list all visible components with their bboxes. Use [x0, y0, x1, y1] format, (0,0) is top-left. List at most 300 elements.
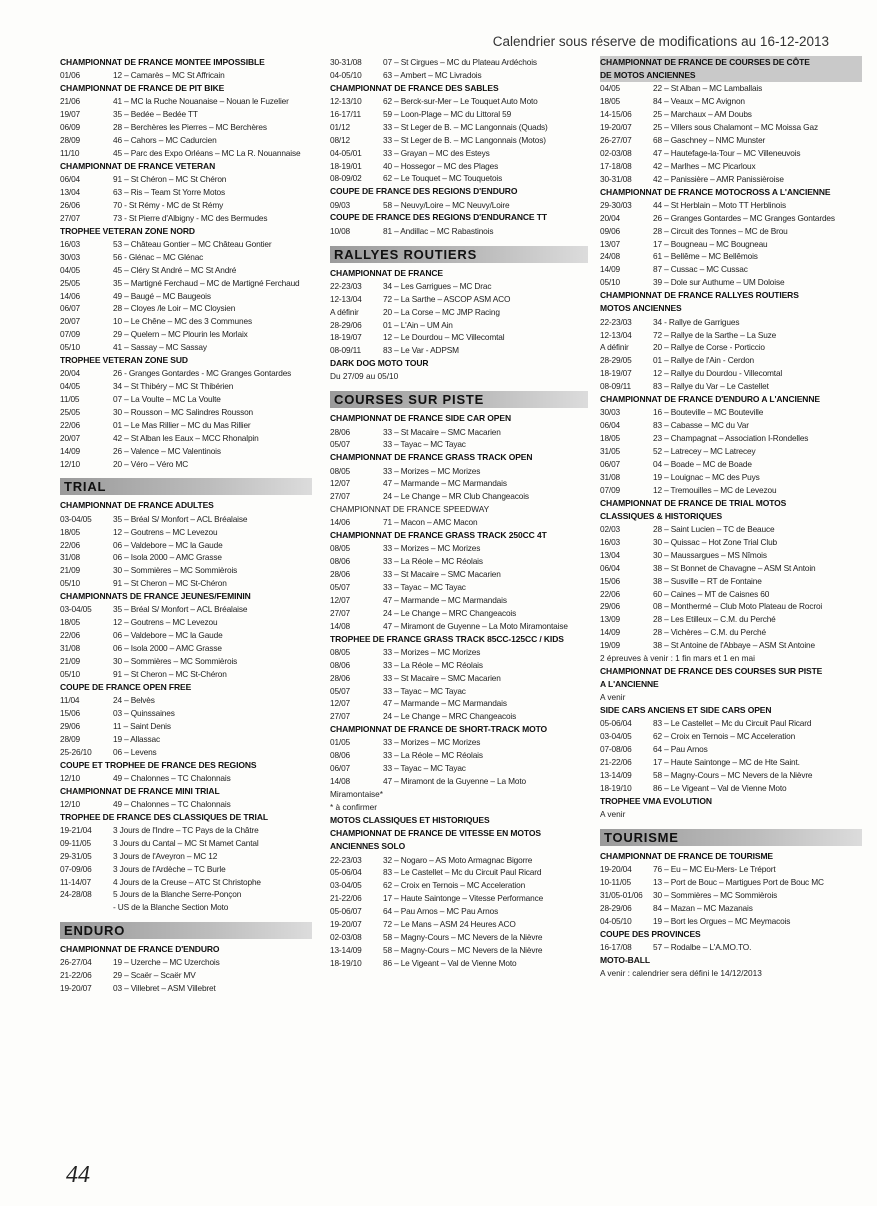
championship-heading: A L'ANCIENNE	[600, 679, 659, 690]
event-details: 62 – Croix en Ternois – MC Acceleration	[653, 731, 796, 742]
event-details: 42 – Panissière – AMR Panissièroise	[653, 173, 784, 184]
event-date: 18/05	[60, 617, 81, 628]
championship-heading: COUPE DE FRANCE DES REGIONS D'ENDURO	[330, 186, 518, 197]
event-date: 05-06/07	[330, 906, 362, 917]
event-row	[600, 889, 862, 902]
event-row	[60, 720, 312, 733]
event-row	[60, 69, 312, 82]
event-row	[330, 568, 588, 581]
event-details: 28 – Circuit des Tonnes – MC de Brou	[653, 225, 788, 236]
event-date: 08/06	[330, 659, 351, 670]
championship-heading: DE MOTOS ANCIENNES	[600, 69, 862, 82]
event-details: 73 - St Pierre d'Albigny - MC des Bermudes	[113, 212, 268, 223]
event-row	[60, 969, 312, 982]
event-details: 30 – Maussargues – MS Nîmois	[653, 549, 767, 560]
event-details: 5 Jours de la Blanche Serre-Ponçon	[113, 889, 242, 900]
event-date: 14/09	[60, 445, 81, 456]
event-date: 03-04/05	[60, 604, 92, 615]
championship-heading: CHAMPIONNAT DE FRANCE DE TRIAL MOTOS	[600, 497, 787, 508]
championship-heading: MOTOS ANCIENNES	[600, 303, 682, 314]
event-details: 35 – Bréal S/ Monfort – ACL Bréalaise	[113, 513, 248, 524]
event-row	[60, 982, 312, 995]
championship-heading: CHAMPIONNAT DE FRANCE MONTEE IMPOSSIBLE	[60, 57, 265, 67]
event-details: 33 – St Leger de B. – MC Langonnais (Quads)	[383, 121, 548, 132]
event-details: 33 – La Réole – MC Réolais	[383, 750, 483, 761]
event-details: 57 – Rodalbe – L'A.MO.TO.	[653, 941, 752, 952]
event-date: 08/12	[330, 134, 351, 145]
event-details: 49 – Chalonnes – TC Chalonnais	[113, 798, 231, 809]
event-date: 06/09	[60, 122, 81, 133]
event-date: 10-11/05	[600, 877, 631, 888]
event-row	[60, 199, 312, 212]
event-details: 76 – Eu – MC Eu-Mers- Le Tréport	[653, 864, 776, 875]
event-date: 15/06	[600, 575, 621, 586]
event-date: 24/08	[600, 251, 621, 262]
event-details: 83 – Le Castellet – Mc du Circuit Paul Ricard	[383, 867, 542, 878]
championship-heading: COUPE DE FRANCE DES REGIONS D'ENDURANCE TT	[330, 212, 547, 223]
event-date: 22-23/03	[330, 854, 362, 865]
event-date: 02-03/08	[600, 147, 632, 158]
championship-heading: COUPE ET TROPHEE DE FRANCE DES REGIONS	[60, 759, 257, 770]
event-row	[60, 186, 312, 199]
event-details: 35 – Martigné Ferchaud – MC de Martigné Ferchaud	[113, 277, 300, 288]
event-date: 22/06	[60, 419, 81, 430]
event-date: 30-31/08	[600, 173, 632, 184]
event-row	[600, 613, 862, 626]
event-details: 44 – St Herblain – Moto TT Herblinois	[653, 199, 786, 210]
event-date: 14/06	[330, 517, 351, 528]
event-details: 91 – St Chéron – MC St Chéron	[113, 174, 227, 185]
event-details: 08 – Monthermé – Club Moto Plateau de Rocroi	[653, 601, 823, 612]
event-details: 24 – Belvès	[113, 694, 155, 705]
event-row	[600, 329, 862, 342]
event-date: 31/08	[60, 643, 81, 654]
event-date: 28/09	[60, 135, 81, 146]
championship-heading: CHAMPIONNAT DE FRANCE DE SHORT-TRACK MOTO	[330, 724, 548, 735]
event-details: 39 – Dole sur Authume – UM Doloise	[653, 277, 785, 288]
note-text: A venir : calendrier sera défini le 14/12/2013	[600, 968, 762, 979]
event-details: 12 – Camarès – MC St Affricain	[113, 70, 225, 81]
event-row	[600, 212, 862, 225]
event-date: 13-14/09	[330, 944, 362, 955]
event-row	[60, 655, 312, 668]
event-details: 38 – Susville – RT de Fontaine	[653, 575, 762, 586]
event-date: 21/09	[60, 565, 81, 576]
event-row	[600, 276, 862, 289]
championship-heading: COUPE DE FRANCE OPEN FREE	[60, 681, 192, 692]
event-row	[330, 581, 588, 594]
event-row	[60, 445, 312, 458]
event-date: 08/05	[330, 543, 351, 554]
section-title: TRIAL	[60, 478, 312, 495]
event-date: 19-20/07	[330, 919, 362, 930]
event-row	[600, 626, 862, 639]
event-details: 59 – Loon-Plage – MC du Littoral 59	[383, 108, 512, 119]
event-details: 30 – Sommières – MC Sommièrois	[653, 890, 778, 901]
event-date: 14/06	[60, 290, 81, 301]
event-date: 08-09/11	[600, 381, 631, 392]
event-details: 86 – Le Vigeant – Val de Vienne Moto	[383, 957, 517, 968]
event-details: 47 – Marmande – MC Marmandais	[383, 594, 507, 605]
event-date: 30/03	[60, 251, 81, 262]
event-row	[330, 892, 588, 905]
event-details: 72 – Rallye de la Sarthe – La Suze	[653, 329, 777, 340]
event-details: 47 – Hautefage-la-Tour – MC Villeneuvois	[653, 147, 801, 158]
event-row	[60, 277, 312, 290]
event-row	[600, 445, 862, 458]
event-details: 33 – Tayac – MC Tayac	[383, 582, 466, 592]
event-date: 05/07	[330, 685, 351, 696]
event-date: 12/10	[60, 772, 81, 783]
event-details: 3 Jours de l'Aveyron – MC 12	[113, 850, 218, 861]
section-title: COURSES SUR PISTE	[330, 391, 588, 408]
event-row	[60, 733, 312, 746]
event-date: 20/07	[60, 432, 81, 443]
event-row	[60, 526, 312, 539]
championship-heading: COUPE DES PROVINCES	[600, 928, 701, 939]
event-details: 23 – Champagnat – Association I-Rondelles	[653, 433, 809, 444]
event-row	[600, 419, 862, 432]
event-row	[60, 837, 312, 850]
event-row	[600, 95, 862, 108]
event-date: 26/06	[60, 199, 81, 210]
event-date: 04-05/10	[600, 915, 632, 926]
event-row	[330, 69, 588, 82]
event-date: 02-03/08	[330, 931, 362, 942]
event-row	[60, 251, 312, 264]
event-date: 14/08	[330, 776, 351, 787]
event-details: 64 – Pau Arnos – MC Pau Arnos	[383, 906, 499, 917]
event-row	[60, 551, 312, 564]
event-date: 07/09	[60, 329, 81, 340]
event-date: 14/08	[330, 620, 351, 631]
event-row	[600, 782, 862, 795]
event-details: 84 – Veaux – MC Avignon	[653, 96, 745, 107]
event-details: 58 – Neuvy/Loire – MC Neuvy/Loire	[383, 199, 510, 210]
event-date: 16-17/11	[330, 108, 361, 119]
note-text: Miramontaise*	[330, 789, 384, 800]
event-date: 31/08	[600, 471, 621, 482]
event-row	[330, 854, 588, 867]
event-date: 11/04	[60, 694, 80, 705]
event-date: 12/07	[330, 478, 351, 489]
event-row	[330, 95, 588, 108]
event-details: 13 – Port de Bouc – Martigues Port de Bouc MC	[653, 877, 824, 888]
championship-heading: CHAMPIONNAT DE FRANCE RALLYES ROUTIERS	[600, 290, 799, 301]
event-details: 11 – Saint Denis	[113, 720, 171, 731]
event-row	[600, 238, 862, 251]
event-row	[330, 344, 588, 357]
event-details: 33 – St Leger de B. – MC Langonnais (Motos)	[383, 134, 546, 145]
event-row	[600, 730, 862, 743]
event-row	[60, 772, 312, 785]
event-details: 70 - St Rémy - MC de St Rémy	[113, 199, 224, 210]
event-details: 33 – La Réole – MC Réolais	[383, 556, 483, 567]
event-date: 18-19/07	[330, 332, 362, 343]
event-details: 62 – Le Touquet – MC Touquetois	[383, 173, 503, 184]
event-date: 05/10	[60, 578, 81, 589]
event-row	[330, 134, 588, 147]
event-details: 28 – Vichères – C.M. du Perché	[653, 627, 766, 638]
event-row	[330, 931, 588, 944]
event-date: 10/08	[330, 225, 351, 236]
event-row	[330, 56, 588, 69]
championship-heading: CHAMPIONNAT DE FRANCE MINI TRIAL	[60, 785, 220, 796]
event-row	[600, 575, 862, 588]
event-date: A définir	[330, 306, 359, 317]
event-details: 06 – Valdebore – MC la Gaude	[113, 539, 223, 550]
event-date: 18/05	[600, 96, 621, 107]
event-details: 83 – Rallye du Var – Le Castellet	[653, 381, 769, 392]
event-details: 30 – Rousson – MC Salindres Rousson	[113, 406, 254, 417]
event-details: 3 Jours de l'Indre – TC Pays de la Châtre	[113, 824, 259, 835]
event-details: 28 – Berchères les Pierres – MC Berchères	[113, 122, 267, 133]
event-date: 17-18/08	[600, 160, 632, 171]
event-row	[330, 199, 588, 212]
event-details: 47 – Miramont de la Guyenne – La Moto	[383, 776, 526, 787]
event-details: 63 – Ambert – MC Livradois	[383, 69, 482, 80]
event-details: 12 – Rallye du Dourdou - Villecomtal	[653, 368, 783, 379]
event-row	[60, 264, 312, 277]
event-row	[60, 956, 312, 969]
event-date: 26-27/04	[60, 957, 92, 968]
event-row	[330, 607, 588, 620]
championship-heading: ANCIENNES SOLO	[330, 841, 406, 852]
event-row	[60, 798, 312, 811]
event-details: 49 – Chalonnes – TC Chalonnais	[113, 772, 231, 783]
event-date: 12/07	[330, 698, 351, 709]
note-text: CHAMPIONNAT DE FRANCE SPEEDWAY	[330, 504, 490, 515]
event-date: 05/07	[330, 582, 351, 592]
event-date: 16-17/08	[600, 941, 632, 952]
event-details: 19 – Uzerche – MC Uzerchois	[113, 957, 220, 968]
championship-heading: CHAMPIONNAT DE FRANCE DE TOURISME	[600, 851, 774, 862]
event-details: 28 – Saint Lucien – TC de Beauce	[653, 524, 775, 534]
event-date: 29-31/05	[60, 850, 92, 861]
event-row	[330, 620, 588, 633]
event-date: 01/12	[330, 121, 351, 132]
event-row	[330, 736, 588, 749]
event-row	[600, 562, 862, 575]
event-row	[60, 668, 312, 681]
event-date: 22-23/03	[330, 280, 362, 291]
event-row	[60, 901, 312, 914]
event-details: 28 – Cloyes /le Loir – MC Cloysien	[113, 303, 236, 314]
event-date: 18-19/10	[330, 957, 362, 968]
event-details: 34 – Les Garrigues – MC Drac	[383, 280, 492, 291]
event-date: 26-27/07	[600, 135, 632, 146]
event-row	[60, 406, 312, 419]
note-text: Du 27/09 au 05/10	[330, 371, 399, 382]
event-details: 47 – Miramont de Guyenne – La Moto Miramontaise	[383, 620, 568, 631]
note-text: A venir	[600, 692, 626, 703]
event-details: 33 – La Réole – MC Réolais	[383, 659, 483, 670]
event-date: 18/05	[600, 433, 621, 444]
event-date: 28/06	[330, 672, 351, 683]
event-date: 09/06	[600, 225, 621, 236]
championship-heading: TROPHEE VMA EVOLUTION	[600, 795, 712, 806]
event-row	[330, 331, 588, 344]
event-details: 33 – Morizes – MC Morizes	[383, 646, 481, 657]
event-row	[330, 319, 588, 332]
event-date: 04/05	[60, 381, 81, 392]
event-date: 12/10	[60, 458, 81, 469]
event-row	[330, 426, 588, 439]
event-details: 17 – Haute Saintonge – MC de Hte Saint.	[653, 757, 800, 768]
event-details: 12 – Goutrens – MC Levezou	[113, 617, 218, 628]
event-details: 24 – Le Change – MRC Changeacois	[383, 711, 517, 722]
event-row	[330, 542, 588, 555]
event-date: 14-15/06	[600, 109, 632, 120]
event-row	[330, 555, 588, 568]
event-row	[600, 225, 862, 238]
event-details: 83 – Cabasse – MC du Var	[653, 420, 749, 431]
event-details: 35 – Bedée – Bedée TT	[113, 109, 198, 120]
event-details: 46 – Cahors – MC Cadurcien	[113, 135, 217, 146]
event-date: 13/04	[60, 186, 81, 197]
event-row	[600, 523, 862, 536]
event-row	[60, 393, 312, 406]
event-row	[600, 536, 862, 549]
event-details: 81 – Andillac – MC Rabastinois	[383, 225, 494, 236]
event-date: 31/08	[60, 552, 81, 563]
event-details: 29 – Scaër – Scaër MV	[113, 970, 196, 981]
event-details: 33 – St Macaire – SMC Macarien	[383, 569, 501, 580]
championship-heading: TROPHEE DE FRANCE DES CLASSIQUES DE TRIAL	[60, 811, 268, 822]
event-row	[330, 749, 588, 762]
event-details: 33 – Grayan – MC des Esteys	[383, 147, 490, 158]
event-date: 01/05	[330, 737, 351, 748]
event-details: 62 – Croix en Ternois – MC Acceleration	[383, 880, 526, 891]
event-row	[60, 380, 312, 393]
event-details: 47 – Marmande – MC Marmandais	[383, 478, 507, 489]
event-details: 91 – St Cheron – MC St-Chéron	[113, 578, 227, 589]
event-row	[600, 769, 862, 782]
event-date: 19/07	[60, 109, 81, 120]
section-title: ENDURO	[60, 922, 312, 939]
event-date: 20/04	[60, 368, 81, 379]
event-row	[330, 160, 588, 173]
event-row	[600, 173, 862, 186]
event-row	[330, 438, 588, 451]
event-details: 17 – Haute Saintonge – Vitesse Performance	[383, 893, 544, 904]
event-row	[330, 944, 588, 957]
event-date: 14/09	[600, 264, 621, 275]
championship-heading: CLASSIQUES & HISTORIQUES	[600, 510, 723, 521]
event-row	[60, 603, 312, 616]
event-date: 07-08/06	[600, 744, 632, 755]
event-row	[600, 250, 862, 263]
event-date: 28-29/06	[330, 319, 362, 330]
event-date: 28/09	[60, 733, 81, 744]
event-row	[600, 876, 862, 889]
event-details: 34 - Rallye de Garrigues	[653, 316, 740, 327]
event-date: 21-22/06	[60, 970, 92, 981]
event-details: 12 – Le Dourdou – MC Villecomtal	[383, 332, 505, 343]
event-row	[330, 293, 588, 306]
event-details: 41 – MC la Ruche Nouanaise – Nouan le Fuzelier	[113, 96, 289, 107]
event-row	[330, 108, 588, 121]
event-row	[330, 465, 588, 478]
event-details: 24 – Le Change – MR Club Changeacois	[383, 491, 529, 502]
event-details: 33 – Tayac – MC Tayac	[383, 439, 466, 450]
event-details: 19 – Allassac	[113, 733, 160, 744]
event-row	[330, 477, 588, 490]
event-details: 63 – Ris – Team St Yorre Motos	[113, 186, 226, 197]
event-date: 16/03	[60, 238, 81, 249]
event-date: 21/09	[60, 655, 81, 666]
championship-heading: CHAMPIONNAT DE FRANCE DES SABLES	[330, 82, 499, 93]
event-row	[60, 341, 312, 354]
event-date: 03-04/05	[330, 880, 362, 891]
championship-heading: CHAMPIONNAT DE FRANCE D'ENDURO A L'ANCIENNE	[600, 394, 820, 405]
event-details: 26 – Granges Gontardes – MC Granges Gontardes	[653, 212, 835, 223]
event-details: 40 – Hossegor – MC des Plages	[383, 160, 499, 171]
event-row	[330, 594, 588, 607]
event-row	[330, 172, 588, 185]
event-date: 28/06	[330, 569, 351, 580]
event-details: 58 – Magny-Cours – MC Nevers de la Nièvre	[383, 944, 543, 955]
event-details: 06 – Valdebore – MC la Gaude	[113, 630, 223, 641]
event-details: 61 – Bellême – MC Bellêmois	[653, 251, 758, 262]
event-date: 05-06/04	[600, 718, 632, 729]
event-details: 3 Jours du Cantal – MC St Mamet Cantal	[113, 837, 259, 848]
event-row	[60, 824, 312, 837]
event-row	[330, 918, 588, 931]
event-row	[60, 539, 312, 552]
event-date: 30/03	[600, 407, 621, 418]
championship-heading: DARK DOG MOTO TOUR	[330, 358, 429, 369]
event-row	[600, 82, 862, 95]
event-date: 31/05-01/06	[600, 890, 643, 901]
event-date: 12/10	[60, 798, 81, 809]
event-date: 18-19/01	[330, 160, 362, 171]
event-details: 68 – Gaschney – NMC Munster	[653, 135, 766, 146]
event-date: 05/10	[60, 668, 81, 679]
page-number: 44	[66, 1162, 90, 1188]
championship-heading: CHAMPIONNAT DE FRANCE DE PIT BIKE	[60, 83, 225, 94]
event-date: 13/04	[600, 549, 621, 560]
event-details: 33 – Morizes – MC Morizes	[383, 543, 481, 554]
event-row	[600, 432, 862, 445]
championship-heading: TROPHEE VETERAN ZONE NORD	[60, 225, 195, 236]
event-row	[600, 458, 862, 471]
event-date: 28/06	[330, 426, 351, 437]
event-details: 01 – L'Ain – UM Ain	[383, 319, 453, 330]
event-details: 17 – Bougneau – MC Bougneau	[653, 238, 768, 249]
event-row	[60, 876, 312, 889]
event-details: 58 – Magny-Cours – MC Nevers de la Nièvre	[653, 770, 813, 781]
event-date: 08-09/11	[330, 345, 361, 356]
event-date: 22-23/03	[600, 316, 632, 327]
event-row	[600, 941, 862, 954]
event-details: 33 – Morizes – MC Morizes	[383, 465, 481, 476]
event-details: 24 – Le Change – MRC Changeacois	[383, 607, 517, 618]
event-row	[60, 746, 312, 759]
event-row	[60, 367, 312, 380]
event-date: 27/07	[330, 607, 351, 618]
event-date: 24-28/08	[60, 889, 92, 900]
event-row	[60, 95, 312, 108]
event-date: 06/07	[60, 303, 81, 314]
event-date: 29-30/03	[600, 199, 632, 210]
event-details: 06 – Isola 2000 – AMC Grasse	[113, 643, 222, 654]
event-details: 64 – Pau Arnos	[653, 744, 708, 755]
event-row	[330, 672, 588, 685]
championship-heading: CHAMPIONNAT DE FRANCE D'ENDURO	[60, 944, 220, 955]
event-row	[330, 762, 588, 775]
event-date: 08-09/02	[330, 173, 362, 184]
